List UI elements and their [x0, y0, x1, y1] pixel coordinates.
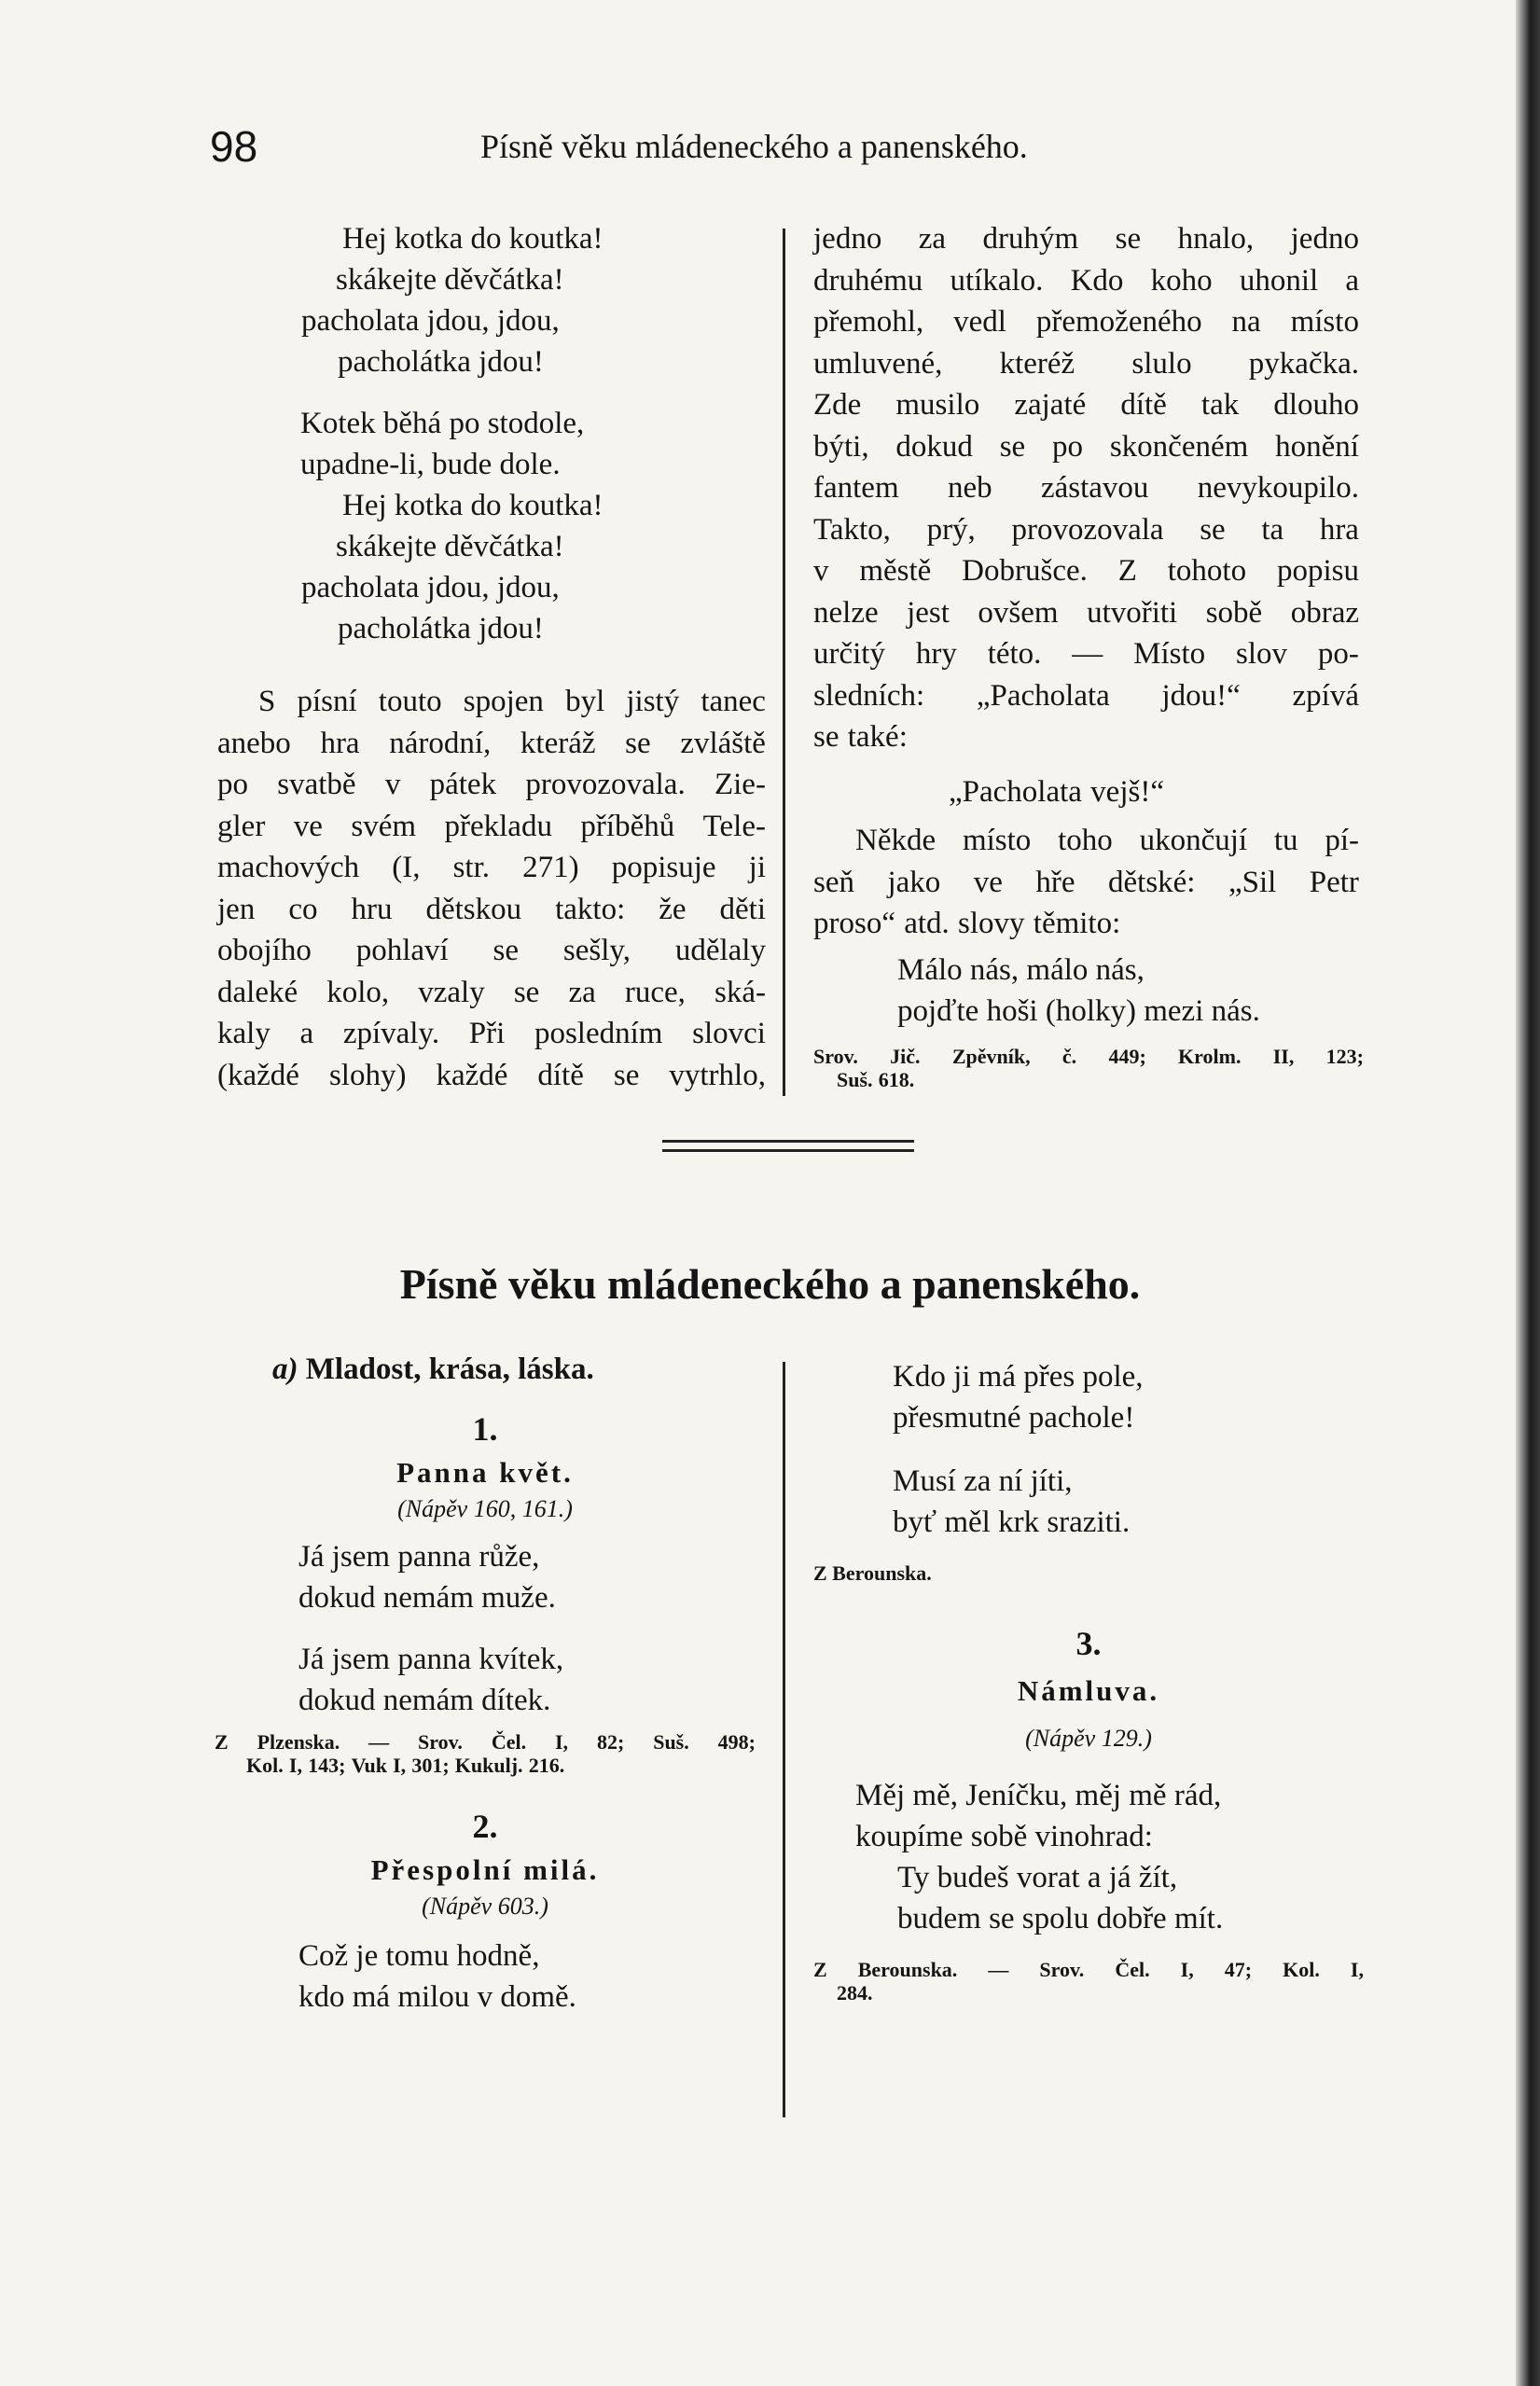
verse-line: Kotek běhá po stodole, [300, 407, 585, 440]
word: honění [1275, 429, 1359, 464]
word: Tele- [702, 809, 766, 843]
prose-line [217, 847, 766, 889]
prose-line [217, 806, 766, 848]
prose-line [813, 218, 1359, 260]
verse-line: kdo má milou v domě. [298, 1980, 576, 2014]
word: — [368, 1730, 390, 1754]
word: kolo, [326, 975, 390, 1009]
prose-line [813, 343, 1359, 385]
word: pohlaví [355, 934, 449, 967]
word: fantem [813, 471, 899, 505]
word: 618. [878, 1068, 915, 1091]
word: se [625, 726, 651, 760]
word: II, [1272, 1045, 1295, 1068]
song-title: Panna květ. [396, 1456, 574, 1489]
word: dlouho [1273, 388, 1359, 422]
word: po- [1317, 637, 1359, 671]
verse-line: pacholátka jdou! [338, 345, 544, 379]
note-line: Z Berounska. [813, 1561, 932, 1585]
word: býti, [813, 429, 869, 464]
word: Z [1117, 554, 1137, 588]
subsection-letter: a) [272, 1353, 298, 1386]
word: ve [293, 809, 323, 843]
verse-line: pacholátka jdou! [338, 612, 544, 645]
word: jdou!“ [1161, 678, 1241, 713]
subsection-heading [215, 1353, 756, 1387]
prose-line [217, 889, 766, 931]
prose-line [813, 903, 1359, 945]
word: obraz [1290, 595, 1359, 630]
verse-line: koupíme sobě vinohrad: [855, 1820, 1153, 1853]
word: toho [1058, 824, 1113, 857]
running-head [210, 121, 1385, 177]
song-number: 1. [472, 1410, 498, 1448]
word: Jič. [890, 1045, 921, 1068]
word: musilo [895, 388, 980, 422]
song-number: 2. [472, 1808, 498, 1845]
word: zpívaly. [342, 1017, 440, 1050]
note-line [215, 1754, 756, 1777]
word: Místo [1133, 637, 1206, 671]
word: ve [973, 865, 1003, 899]
song-stanza [215, 1536, 756, 1618]
word: 123; [1325, 1045, 1364, 1068]
word: anebo [217, 726, 291, 760]
word: Krolm. [1178, 1045, 1242, 1068]
word: prý, [926, 512, 976, 547]
word: Dobrušce. [962, 554, 1088, 588]
separator-rule [662, 1140, 914, 1143]
prose-line [813, 820, 1359, 862]
word: posledním [534, 1017, 663, 1050]
word: jedno [813, 222, 882, 256]
verse-line: byť měl krk sraziti. [893, 1505, 1131, 1539]
prose-line [217, 972, 766, 1014]
word: tohoto [1167, 554, 1247, 588]
word: Čel. [1115, 1958, 1150, 1981]
verse-line: Hej kotka do koutka! [342, 222, 604, 256]
lower-column-rule [783, 1362, 785, 2117]
word: dítě [1120, 388, 1167, 422]
word: vzaly [418, 975, 485, 1009]
word: svém [351, 809, 417, 843]
word: „Pacholata [949, 774, 1082, 809]
word: městě [859, 554, 932, 588]
word: překladu [444, 809, 552, 843]
word: byl [565, 685, 605, 718]
word: Kol. [1283, 1958, 1320, 1981]
word: spojen [463, 685, 544, 718]
word: také: [847, 720, 908, 754]
word: co [288, 892, 318, 926]
word: nevykoupilo. [1197, 471, 1359, 505]
word: písní [297, 685, 357, 718]
word: Při [468, 1017, 506, 1050]
song-note [813, 1958, 1364, 2005]
song-melody: (Nápěv 129.) [1025, 1725, 1152, 1752]
word: 47; [1224, 1958, 1253, 1981]
word: zástavou [1040, 471, 1149, 505]
word: č. [1061, 1045, 1077, 1068]
word: pykačka. [1248, 346, 1359, 381]
word: (I, [392, 851, 421, 884]
verse-line: pacholata jdou, jdou, [301, 571, 560, 604]
verse-line: Já jsem panna kvítek, [298, 1643, 564, 1676]
prose-line [217, 930, 766, 972]
word: jistý [626, 685, 680, 718]
word: se [999, 429, 1026, 464]
word: I, [555, 1730, 569, 1754]
verse-line: Kdo ji má přes pole, [893, 1360, 1144, 1394]
prose-line [217, 1013, 766, 1055]
prose-line [813, 301, 1359, 343]
word: těmito: [1033, 907, 1121, 940]
word: 449; [1108, 1045, 1146, 1068]
word: Srov. [1039, 1958, 1085, 1981]
word: se [813, 720, 839, 754]
prose-line [813, 862, 1359, 904]
word: hra [320, 726, 360, 760]
word: Suš. [653, 1730, 689, 1754]
word: kteréž [999, 346, 1075, 381]
note-line [813, 1958, 1364, 1981]
verse-line: pacholata jdou, jdou, [301, 304, 560, 338]
word: vejš!“ [1090, 774, 1164, 809]
top-right-verse [897, 950, 1260, 1032]
prose-line [813, 675, 1359, 717]
verse-line: dokud nemám dítek. [298, 1684, 551, 1717]
word: Srov. [813, 1045, 858, 1068]
word: sobě [1205, 595, 1263, 630]
song-title: Přespolní milá. [370, 1853, 600, 1886]
word: každé [436, 1058, 508, 1092]
word: popisu [1276, 554, 1359, 588]
prose-line [813, 550, 1359, 592]
word: „Pacholata [976, 678, 1110, 713]
word: hře [1035, 865, 1075, 899]
page-number: 98 [210, 122, 258, 171]
word: místo [962, 824, 1032, 857]
word: druhým [982, 222, 1079, 256]
separator-rule [662, 1149, 914, 1152]
verse-line: skákejte děvčátka! [336, 263, 564, 297]
word: popisuje [611, 851, 716, 884]
word: hnalo, [1177, 222, 1255, 256]
word: hra [1319, 512, 1359, 547]
top-right-note [813, 1045, 1364, 1091]
word: Plzenska. [257, 1730, 340, 1754]
word: uhonil [1239, 263, 1319, 298]
word: se [513, 975, 540, 1009]
word: 143; [308, 1754, 346, 1777]
word: druhému [813, 263, 923, 298]
word: provozovala. [525, 768, 686, 801]
word: sledních: [813, 678, 925, 713]
word: pí- [1325, 824, 1359, 857]
word: dětskou [425, 892, 522, 926]
song-melody: (Nápěv 603.) [422, 1893, 548, 1920]
word: Někde [855, 824, 936, 857]
word: ovšem [978, 595, 1059, 630]
word: za [918, 222, 947, 256]
word: národní, [389, 726, 492, 760]
word: vedl [953, 305, 1006, 339]
verse-line: budem se spolu dobře mít. [897, 1902, 1224, 1935]
word: 82; [596, 1730, 625, 1754]
word: v [813, 554, 829, 588]
prose-line [813, 716, 1359, 758]
word: a [1345, 263, 1359, 298]
word: zpívá [1292, 678, 1359, 713]
word: ji [748, 851, 766, 884]
word: tanec [701, 685, 766, 718]
word: str. [452, 851, 490, 884]
word: machových [217, 851, 360, 884]
word: svatbě [277, 768, 356, 801]
song-number: 3. [1075, 1625, 1102, 1662]
word: této. [987, 637, 1042, 671]
word: slov [1236, 637, 1288, 671]
word: hru [351, 892, 393, 926]
word: Petr [1309, 865, 1359, 899]
quoted-verse [813, 771, 1359, 813]
word: Suš. [837, 1068, 873, 1091]
top-right-prose [813, 218, 1359, 945]
song-stanza [813, 1356, 1364, 1438]
word: — [1072, 637, 1103, 671]
word: Zie- [714, 768, 766, 801]
word: se [613, 1058, 640, 1092]
word: atd. [904, 907, 950, 940]
word: hry [915, 637, 957, 671]
word: slovci [692, 1017, 766, 1050]
prose-line [217, 723, 766, 765]
word: Takto, [813, 512, 891, 547]
word: I, [288, 1754, 302, 1777]
word: „Sil [1228, 865, 1277, 899]
word: v [384, 768, 401, 801]
prose-line [813, 467, 1359, 509]
word: ruce, [624, 975, 686, 1009]
prose-line [813, 633, 1359, 675]
word: I, [1350, 1958, 1364, 1981]
prose-line [813, 509, 1359, 551]
word: S [258, 685, 276, 718]
word: vytrhlo, [669, 1058, 766, 1092]
word: daleké [217, 975, 298, 1009]
word: Čel. [491, 1730, 527, 1754]
top-left-verse [0, 218, 784, 649]
word: přemoženého [1035, 305, 1202, 339]
word: skončeném [1109, 429, 1249, 464]
word: seň [813, 865, 854, 899]
word: provozovala [1011, 512, 1164, 547]
word: obojího [217, 934, 312, 967]
word: slovy [958, 907, 1025, 940]
prose-line [813, 260, 1359, 302]
word: takto: [555, 892, 626, 926]
word: koho [1150, 263, 1213, 298]
word: jako [887, 865, 941, 899]
word: tu [1273, 824, 1298, 857]
verse-line: upadne-li, bude dole. [300, 448, 561, 481]
word: jen [217, 892, 256, 926]
lower-right-column [813, 1356, 1364, 2005]
word: Kukulj. [454, 1754, 523, 1777]
verse-line: skákejte děvčátka! [336, 530, 564, 563]
word: 216. [528, 1754, 565, 1777]
verse-line: dokud nemám muže. [298, 1581, 556, 1615]
word: ta [1261, 512, 1284, 547]
word: Berounska. [857, 1958, 958, 1981]
verse-line: pojďte hoši (holky) mezi nás. [897, 994, 1260, 1028]
prose-line [217, 1055, 766, 1097]
word: děti [719, 892, 766, 926]
word: a [299, 1017, 314, 1050]
word: 301; [411, 1754, 450, 1777]
word: po [1052, 429, 1084, 464]
verse-line: Hej kotka do koutka! [342, 489, 604, 522]
prose-line [217, 681, 766, 723]
song-melody: (Nápěv 160, 161.) [397, 1495, 573, 1522]
verse-line: Já jsem panna růže, [298, 1540, 540, 1574]
song-note [813, 1561, 1364, 1585]
word: že [659, 892, 687, 926]
word: (každé [217, 1058, 299, 1092]
word: I, [1180, 1958, 1194, 1981]
word: se [1200, 512, 1226, 547]
word: — [988, 1958, 1009, 1981]
word: neb [947, 471, 992, 505]
word: zajaté [1014, 388, 1087, 422]
word: určitý [813, 637, 885, 671]
word: zvláště [680, 726, 766, 760]
word: jedno [1290, 222, 1359, 256]
page-edge-shadow [1516, 0, 1540, 2386]
word: kaly [217, 1017, 271, 1050]
word: utíkalo. [950, 263, 1044, 298]
song-stanza [215, 1935, 756, 2018]
word: sešly, [562, 934, 631, 967]
song-note [215, 1730, 756, 1777]
word: Zpěvník, [951, 1045, 1031, 1068]
song-stanza [215, 1639, 756, 1721]
song-title: Námluva. [1017, 1674, 1160, 1707]
word: místo [1290, 305, 1359, 339]
word: se [493, 934, 520, 967]
note-line [215, 1730, 756, 1754]
note-line [813, 1045, 1364, 1068]
word: dětské: [1108, 865, 1196, 899]
word: dítě [537, 1058, 584, 1092]
prose-line [813, 384, 1359, 426]
verse-line: Což je tomu hodně, [298, 1939, 540, 1973]
prose-line [813, 426, 1359, 468]
prose-line [217, 764, 766, 806]
word: 498; [717, 1730, 756, 1754]
top-left-prose [217, 681, 766, 1096]
song-stanza [813, 1461, 1364, 1543]
verse-line: Měj mě, Jeníčku, měj mě rád, [855, 1779, 1222, 1812]
word: ukončují [1139, 824, 1248, 857]
note-line [813, 1981, 1364, 2005]
word: slulo [1131, 346, 1192, 381]
word: I, [393, 1754, 407, 1777]
word: jest [907, 595, 950, 630]
running-title: Písně věku mládeneckého a panenského. [480, 128, 1028, 165]
word: umluvené, [813, 346, 943, 381]
prose-line [813, 592, 1359, 634]
word: proso“ [813, 907, 895, 940]
section-title: Písně věku mládeneckého a panenského. [399, 1260, 1141, 1308]
verse-line: přesmutné pachole! [893, 1401, 1135, 1435]
word: kteráž [520, 726, 596, 760]
word: přemohl, [813, 305, 924, 339]
word: na [1231, 305, 1261, 339]
word: pátek [429, 768, 497, 801]
word: 271) [522, 851, 579, 884]
word: Kdo [1070, 263, 1124, 298]
word: touto [378, 685, 442, 718]
word: Zde [813, 388, 862, 422]
word: udělaly [674, 934, 766, 967]
word: Vuk [351, 1754, 387, 1777]
word: 284. [837, 1981, 873, 2005]
word: se [1115, 222, 1142, 256]
word: po [217, 768, 248, 801]
word: utvořiti [1087, 595, 1178, 630]
subsection-title: Mladost, krása, láska. [305, 1353, 594, 1386]
word: příběhů [580, 809, 675, 843]
verse-line: Málo nás, málo nás, [897, 953, 1145, 987]
word: ská- [715, 975, 766, 1009]
verse-line: Ty budeš vorat a já žít, [897, 1861, 1178, 1894]
word: nelze [813, 595, 879, 630]
word: dokud [895, 429, 973, 464]
word: tak [1200, 388, 1240, 422]
word: Z [813, 1958, 827, 1981]
lower-left-column [215, 1353, 756, 2018]
song-stanza [813, 1775, 1364, 1939]
word: Srov. [418, 1730, 463, 1754]
verse-line: Musí za ní jíti, [893, 1464, 1073, 1498]
word: Kol. [246, 1754, 284, 1777]
note-line [813, 1068, 1364, 1091]
word: za [568, 975, 596, 1009]
word: Z [215, 1730, 229, 1754]
word: gler [217, 809, 266, 843]
word: slohy) [328, 1058, 407, 1092]
